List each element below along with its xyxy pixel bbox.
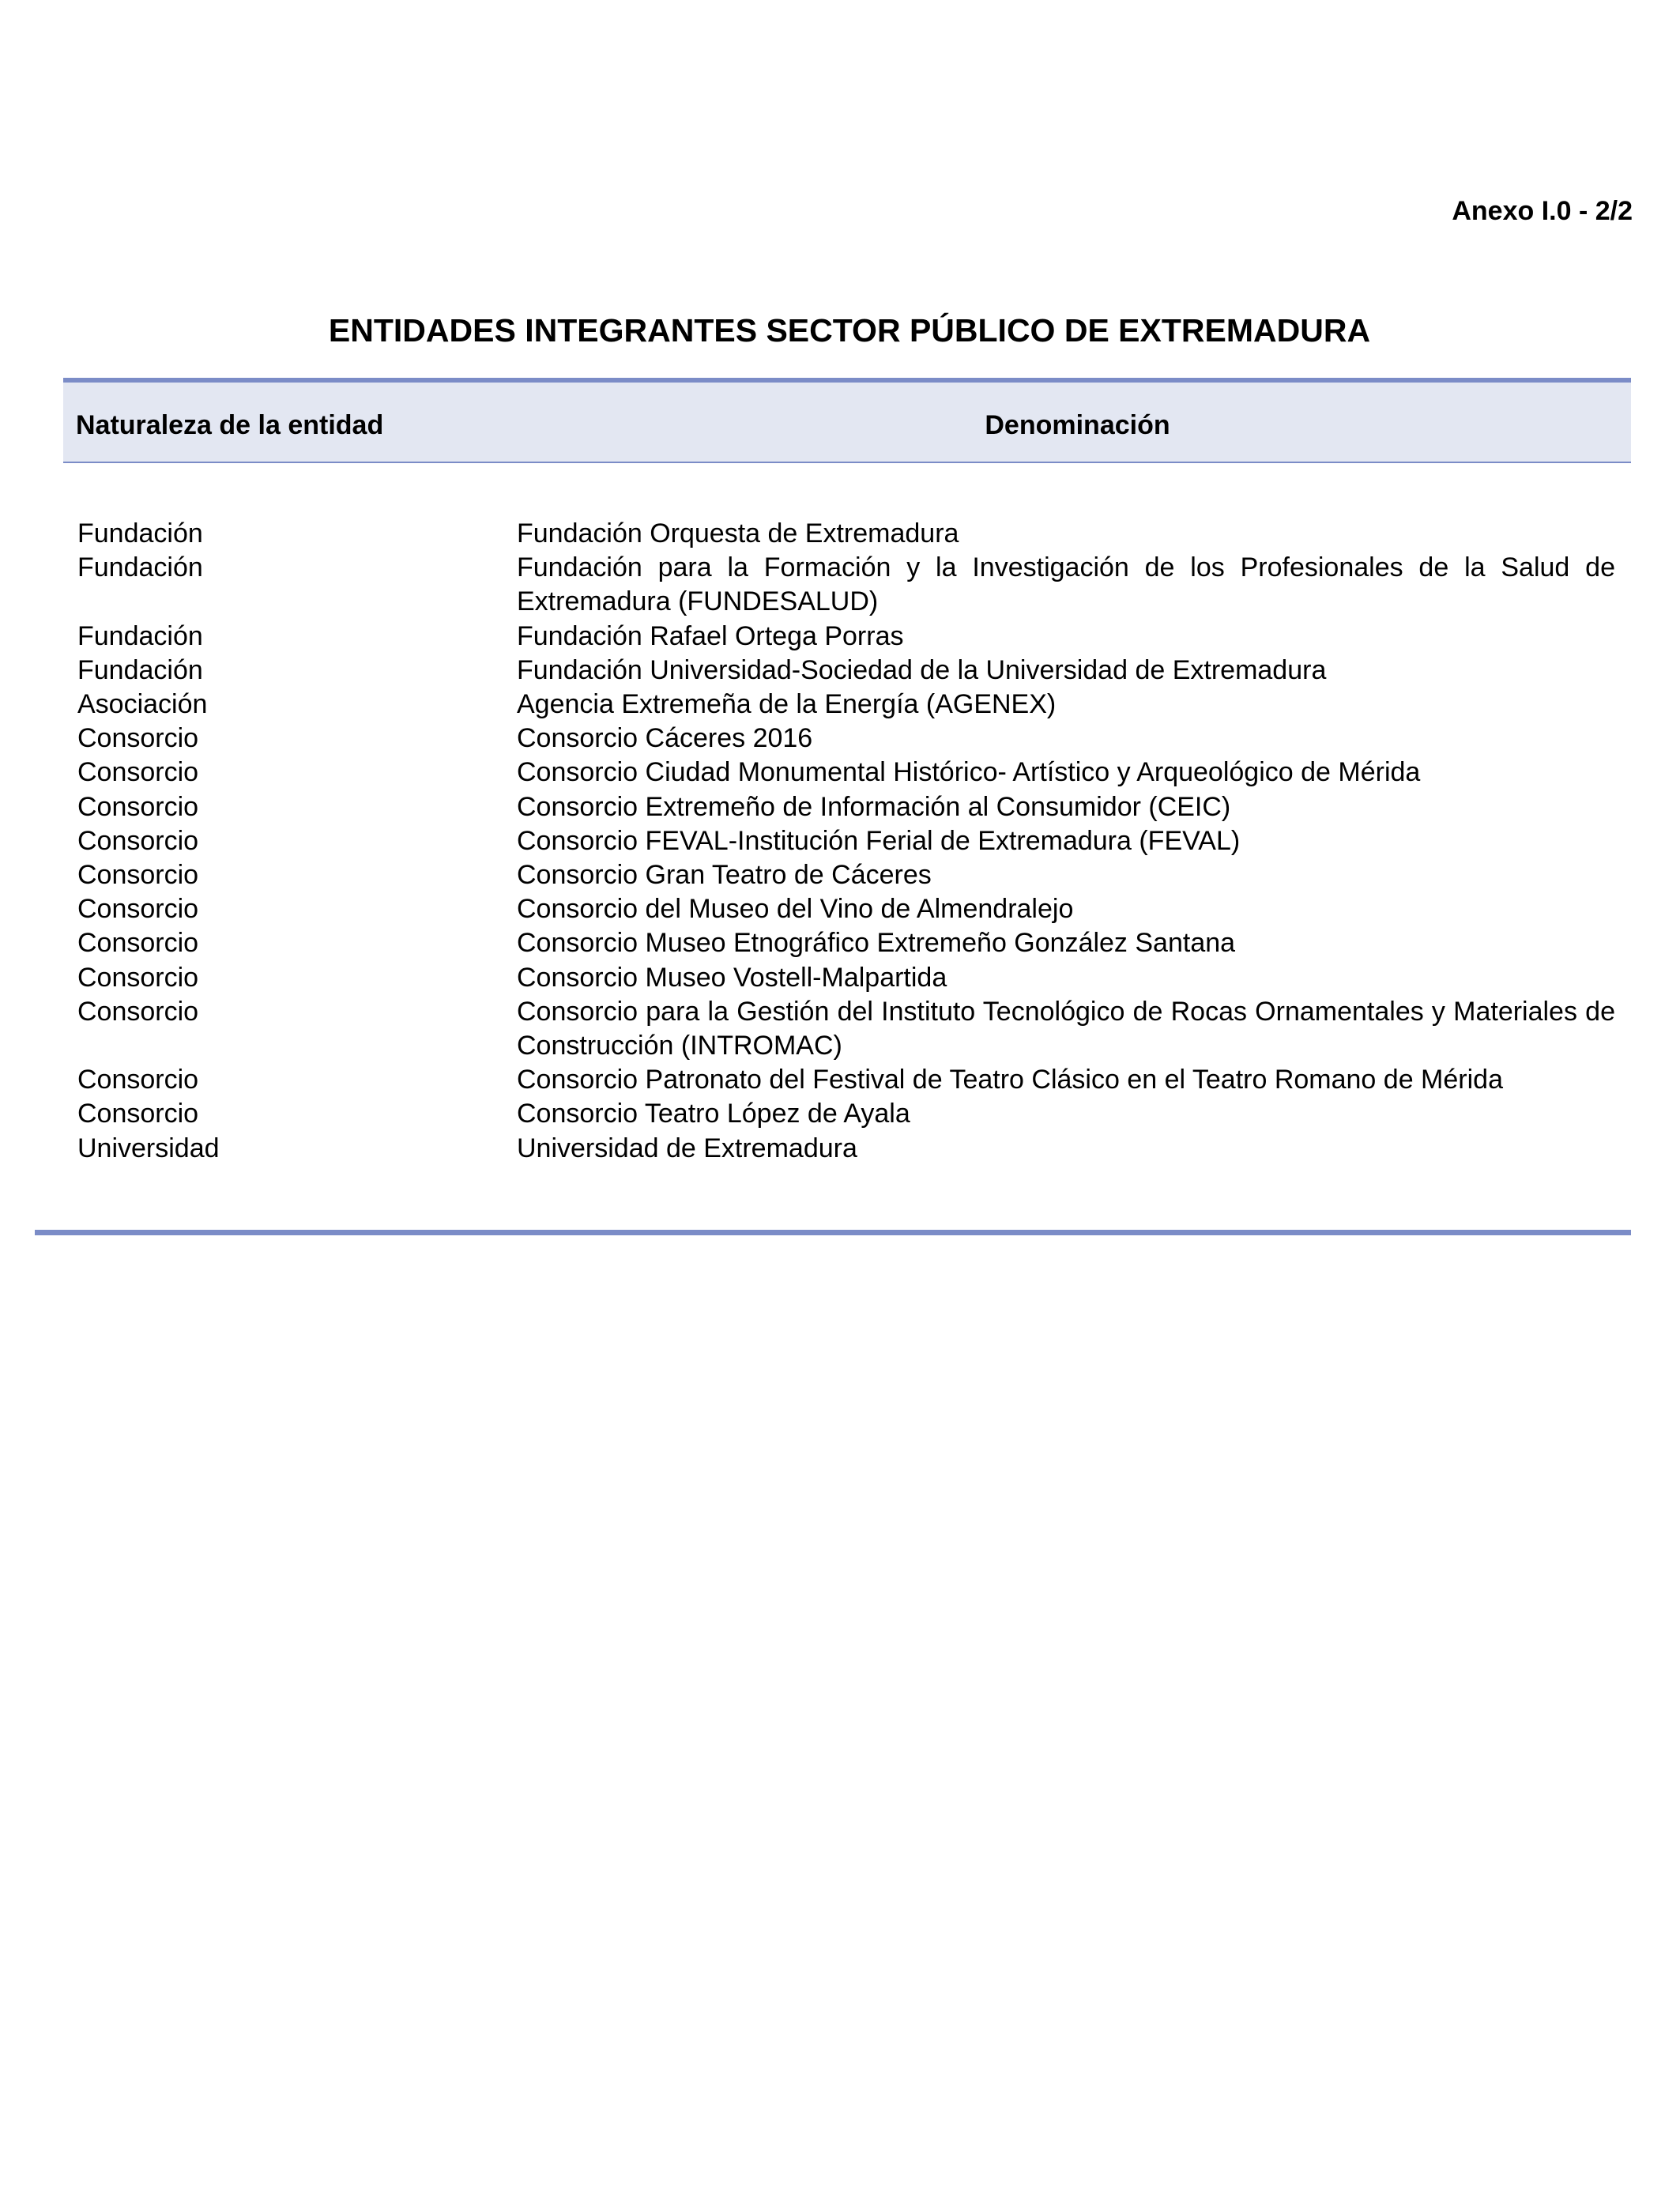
cell-nature: Consorcio: [77, 825, 199, 856]
document-title: ENTIDADES INTEGRANTES SECTOR PÚBLICO DE EXTREMADURA: [328, 312, 1371, 349]
cell-denomination: Consorcio para la Gestión del Instituto Tecnológico de Rocas Ornamentales y Materiales de Construcción (INTROMAC): [517, 996, 1615, 1061]
cell-denomination: Fundación para la Formación y la Investigación de los Profesionales de la Salud de Extremadura (FUNDESALUD): [517, 552, 1615, 617]
cell-nature: Consorcio: [77, 928, 199, 959]
cell-denomination: Fundación Rafael Ortega Porras: [517, 620, 904, 651]
annex-reference: Anexo I.0 - 2/2: [1452, 196, 1633, 226]
cell-denomination: Consorcio Museo Vostell-Malpartida: [517, 962, 947, 993]
cell-denomination: Fundación Universidad-Sociedad de la Universidad de Extremadura: [517, 654, 1327, 685]
cell-nature: Universidad: [77, 1133, 220, 1163]
table-header: [63, 378, 1631, 463]
cell-denomination: Universidad de Extremadura: [517, 1133, 857, 1163]
cell-denomination: Consorcio Museo Etnográfico Extremeño González Santana: [517, 928, 1236, 959]
table-row: [63, 620, 1631, 654]
table-row: [63, 1063, 1631, 1097]
header-denomination: Denominación: [985, 410, 1170, 440]
cell-nature: Consorcio: [77, 860, 199, 891]
table-row: [63, 858, 1631, 892]
cell-denomination: Consorcio Extremeño de Información al Consumidor (CEIC): [517, 791, 1231, 822]
table-row: [63, 722, 1631, 756]
cell-denomination: Agencia Extremeña de la Energía (AGENEX): [517, 689, 1057, 720]
table-row: [63, 995, 1631, 1063]
cell-nature: Fundación: [77, 518, 203, 548]
table-row: [63, 756, 1631, 790]
table-row: [63, 1097, 1631, 1131]
table-row: [63, 824, 1631, 858]
cell-denomination: Consorcio Patronato del Festival de Teatro Clásico en el Teatro Romano de Mérida: [517, 1065, 1503, 1095]
table-row: [63, 790, 1631, 824]
table-row: [63, 688, 1631, 722]
cell-nature: Fundación: [77, 654, 203, 685]
bottom-rule: [35, 1230, 1631, 1235]
table-row: [63, 654, 1631, 688]
cell-denomination: Consorcio Gran Teatro de Cáceres: [517, 860, 932, 891]
header-nature: Naturaleza de la entidad: [76, 410, 384, 440]
table-body: [63, 517, 1631, 1166]
cell-nature: Consorcio: [77, 1065, 199, 1095]
table-row: [63, 1132, 1631, 1166]
cell-nature: Consorcio: [77, 757, 199, 788]
cell-denomination: Consorcio Ciudad Monumental Histórico- Artístico y Arqueológico de Mérida: [517, 757, 1421, 788]
table-row: [63, 961, 1631, 995]
cell-nature: Consorcio: [77, 894, 199, 925]
entities-table: [63, 378, 1631, 1166]
cell-denomination: Consorcio del Museo del Vino de Almendralejo: [517, 894, 1074, 925]
cell-nature: Asociación: [77, 689, 208, 720]
cell-denomination: Fundación Orquesta de Extremadura: [517, 518, 959, 548]
cell-nature: Fundación: [77, 552, 203, 583]
cell-nature: Consorcio: [77, 962, 199, 993]
cell-nature: Consorcio: [77, 723, 199, 754]
cell-denomination: Consorcio Cáceres 2016: [517, 723, 813, 754]
table-row: [63, 551, 1631, 619]
cell-nature: Consorcio: [77, 996, 199, 1027]
table-row: [63, 892, 1631, 926]
cell-denomination: Consorcio Teatro López de Ayala: [517, 1099, 910, 1129]
table-row: [63, 517, 1631, 551]
cell-denomination: Consorcio FEVAL-Institución Ferial de Extremadura (FEVAL): [517, 825, 1241, 856]
table-row: [63, 926, 1631, 960]
cell-nature: Consorcio: [77, 1099, 199, 1129]
cell-nature: Fundación: [77, 620, 203, 651]
cell-nature: Consorcio: [77, 791, 199, 822]
